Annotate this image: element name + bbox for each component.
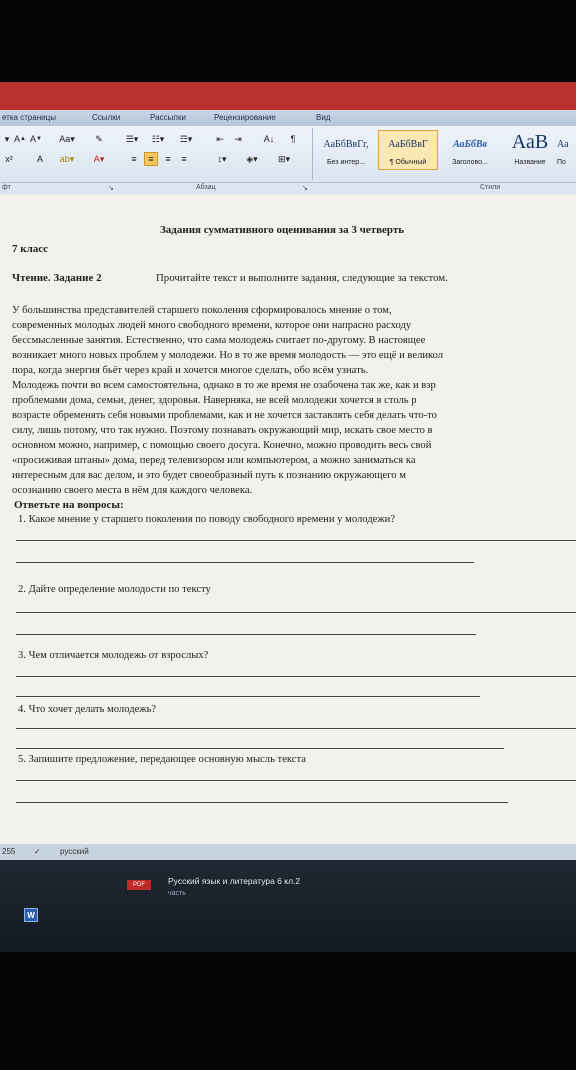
align-right-icon[interactable]: ≡ bbox=[165, 154, 171, 164]
document-page[interactable] bbox=[0, 196, 576, 846]
question-2: 2. Дайте определение молодости по тексту bbox=[18, 584, 211, 595]
taskbar-window-subtitle: часть bbox=[168, 890, 186, 897]
answer-line bbox=[16, 748, 504, 749]
answer-line bbox=[16, 612, 576, 613]
paragraph-line: основном можно, например, с помощью своего досуга. Конечно, можно проводить весь свой bbox=[12, 440, 432, 451]
font-dialog-launcher-icon[interactable]: ↘ bbox=[108, 185, 114, 192]
paragraph-line: проблемами дома, семьи, денег, здоровья. Наверняка, не всей молодежи хочется в столь р bbox=[12, 395, 417, 406]
question-4: 4. Что хочет делать молодежь? bbox=[18, 704, 157, 715]
paragraph-line: силу, лишь потому, что так нужно. Поэтому познавать окружающий мир, искать свое место в bbox=[12, 425, 433, 436]
taskbar-window-title[interactable]: Русский язык и литература 6 кл.2 bbox=[168, 876, 301, 886]
answer-line bbox=[16, 634, 476, 635]
align-left-icon[interactable]: ≡ bbox=[131, 154, 137, 164]
spellcheck-icon[interactable]: ✓ bbox=[34, 847, 41, 856]
paragraph-line: возникает много новых проблем у молодежи. Но в то же время молодость — это ещё и великол bbox=[12, 350, 444, 361]
taskbar bbox=[0, 860, 576, 952]
word-count[interactable]: 255 bbox=[2, 847, 16, 856]
answer-line bbox=[16, 780, 576, 781]
answer-line bbox=[16, 562, 474, 563]
document-title: Задания суммативного оценивания за 3 четверть bbox=[160, 224, 405, 236]
paragraph-line: интересным для вас делом, и это будет своеобразный путь к познанию окружающего м bbox=[12, 470, 406, 481]
superscript-icon[interactable]: x² bbox=[5, 154, 13, 164]
highlight-icon[interactable]: ab▾ bbox=[59, 153, 75, 164]
title-bar bbox=[0, 82, 576, 110]
paragraph-dialog-launcher-icon[interactable]: ↘ bbox=[302, 185, 308, 192]
numbering-icon[interactable]: ☷▾ bbox=[151, 133, 165, 144]
borders-icon[interactable]: ⊞▾ bbox=[277, 153, 291, 164]
instruction-text: Прочитайте текст и выполните задания, следующие за текстом. bbox=[156, 272, 448, 284]
question-5: 5. Запишите предложение, передающее основную мысль текста bbox=[18, 754, 306, 765]
ribbon-tabs bbox=[0, 110, 576, 126]
answer-line bbox=[16, 728, 576, 729]
paragraph-line: бессмысленные занятия. Естественно, что сама молодежь считает по-другому. В настоящее bbox=[12, 335, 426, 346]
grade-label: 7 класс bbox=[12, 243, 49, 255]
shrink-font-icon[interactable]: A ▼ bbox=[30, 134, 42, 144]
font-color-icon[interactable]: A▾ bbox=[93, 153, 105, 164]
pilcrow-icon[interactable]: ¶ bbox=[290, 134, 296, 144]
font-size-dropdown-icon[interactable]: ▾ bbox=[4, 133, 10, 144]
increase-indent-icon[interactable]: ⇥ bbox=[234, 133, 242, 144]
ribbon-group-labels bbox=[0, 182, 576, 194]
paragraph-line: пора, когда энергия бьёт через край и хочется многое сделать, обо всём узнать. bbox=[12, 365, 369, 376]
bullets-icon[interactable]: ☰▾ bbox=[125, 133, 139, 144]
clear-format-icon[interactable]: ✎ bbox=[95, 133, 103, 144]
paragraph-line: «просиживая штаны» дома, перед телевизором или компьютером, а можно заниматься ка bbox=[12, 455, 416, 466]
question-3: 3. Чем отличается молодежь от взрослых? bbox=[18, 650, 209, 661]
justify-icon[interactable]: ≡ bbox=[181, 154, 187, 164]
shading-icon[interactable]: ◈▾ bbox=[246, 153, 258, 164]
ribbon-body bbox=[0, 126, 576, 188]
sort-icon[interactable]: A↓ bbox=[263, 134, 275, 144]
word-app-icon[interactable]: W bbox=[24, 908, 38, 922]
paragraph-line: осознанию своего места в нём для каждого человека. bbox=[12, 485, 253, 496]
status-bar bbox=[0, 844, 576, 860]
language-indicator[interactable]: русский bbox=[60, 847, 89, 856]
style-normal[interactable]: АаБбВвГ ¶ Обычный bbox=[378, 130, 438, 170]
word-window bbox=[0, 82, 576, 952]
style-subtitle[interactable]: Аа По bbox=[557, 139, 569, 166]
decrease-indent-icon[interactable]: ⇤ bbox=[216, 133, 224, 144]
paragraph-line: Молодежь почти во всем самостоятельна, однако в то же время не озабочена так же, как и взр bbox=[12, 380, 436, 391]
answer-line bbox=[16, 802, 508, 803]
section-label: Чтение. Задание 2 bbox=[12, 272, 102, 284]
style-no-spacing[interactable]: АаБбВвГг, Без интер... bbox=[323, 139, 369, 166]
paragraph-line: У большинства представителей старшего поколения сформировалось мнение о том, bbox=[12, 305, 392, 316]
style-title[interactable]: АаВ Название bbox=[511, 131, 549, 166]
tab-view[interactable]: Вид bbox=[316, 113, 331, 122]
paragraph-line: возрасте обременять себя новыми проблемами, как и не хочется заставлять себя делать что-то bbox=[12, 410, 437, 421]
line-spacing-icon[interactable]: ↕▾ bbox=[217, 153, 227, 164]
answer-heading: Ответьте на вопросы: bbox=[14, 499, 124, 511]
change-case-icon[interactable]: Aa▾ bbox=[59, 133, 75, 144]
tab-review[interactable]: Рецензирование bbox=[214, 113, 276, 122]
answer-line bbox=[16, 676, 576, 677]
pdf-icon[interactable]: PDF bbox=[127, 880, 151, 890]
grow-font-icon[interactable]: A ▲ bbox=[14, 134, 26, 144]
answer-line bbox=[16, 540, 576, 541]
style-heading[interactable]: АаБбВв Заголово... bbox=[452, 139, 488, 166]
tab-mailings[interactable]: Рассылки bbox=[150, 113, 186, 122]
styles-group-label: Стили bbox=[480, 184, 501, 191]
answer-line bbox=[16, 696, 480, 697]
align-center-icon[interactable]: ≡ bbox=[144, 152, 158, 166]
font-group-label: фт bbox=[2, 184, 11, 191]
tab-references[interactable]: Ссылки bbox=[92, 113, 121, 122]
text-effects-icon[interactable]: A bbox=[36, 154, 43, 164]
paragraph-line: современных молодых людей много свободного времени, которое они напрасно расходу bbox=[12, 320, 412, 331]
group-divider bbox=[312, 128, 313, 180]
question-1: 1. Какое мнение у старшего поколения по поводу свободного времени у молодежи? bbox=[18, 514, 396, 525]
multilevel-list-icon[interactable]: ☲▾ bbox=[179, 133, 193, 144]
tab-page-layout[interactable]: етка страницы bbox=[2, 113, 56, 122]
paragraph-group-label: Абзац bbox=[196, 184, 216, 191]
